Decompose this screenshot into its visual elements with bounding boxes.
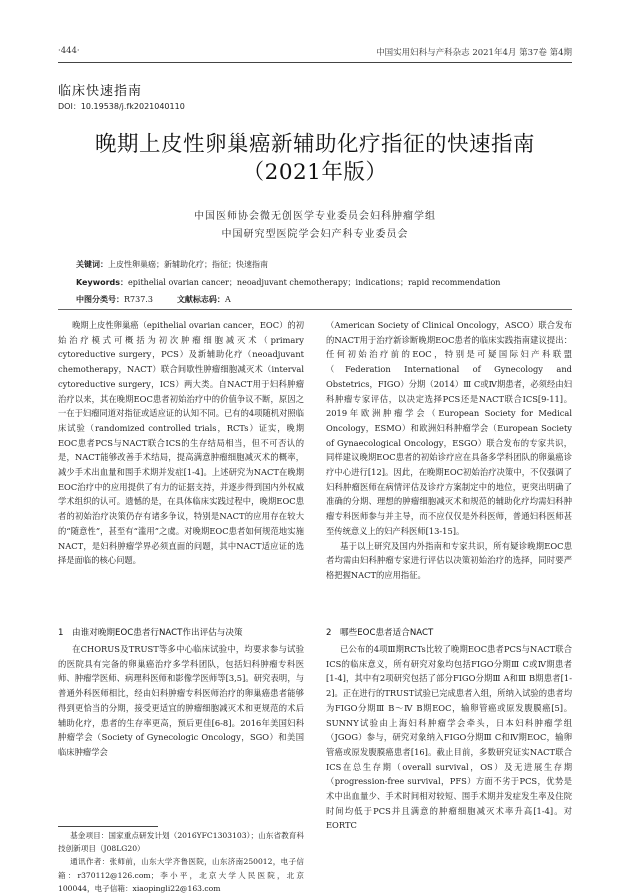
section-1-paragraph: 在CHORUS及TRUST等多中心临床试验中，均要求参与试验的医院具有完备的卵巢癌治疗多学科团队，包括妇科肿瘤专科医师、肿瘤学医师、病理科医师和影像学医师等[3,5]。研究表明，与普通外科医师相比，经由妇科肿瘤专科医师治疗的卵巢癌患者能够得到更恰当的分期，接受更适宜的肿瘤细胞减灭术和更规范的术后辅助化疗，患者的生存率更高，预后更佳[6-8]。2016年美国妇科肿瘤学会（Society of Gynecologic Oncology，SGO）和美国临床肿瘤学会 bbox=[58, 644, 304, 757]
intro-paragraph-2: 基于以上研究及国内外指南和专家共识，所有疑诊晚期EOC患者均需由妇科肿瘤专家进行评估以决策初始治疗的选择，同时要严格把握NACT的应用指征。 bbox=[326, 540, 572, 580]
left-column-intro bbox=[58, 318, 304, 568]
doi: DOI：10.19538/j.fk2021040110 bbox=[58, 102, 185, 111]
article-title-edition: （2021年版） bbox=[242, 160, 388, 185]
corresponding-author-note: 通讯作者：张师前，山东大学齐鲁医院，山东济南250012，电子信箱：r370112@126.com；李小平，北京大学人民医院，北京100044，电子信箱：xiaopingli22@163.com bbox=[58, 857, 304, 893]
journal-header: 中国实用妇科与产科杂志 2021年4月 第37卷 第4期 bbox=[376, 48, 572, 58]
footnote bbox=[58, 829, 304, 895]
author-group-1: 中国医师协会微无创医学专业委员会妇科肿瘤学组 bbox=[194, 211, 436, 222]
abstract-rule bbox=[58, 309, 572, 310]
keywords-cn bbox=[76, 259, 572, 270]
keywords-en bbox=[76, 277, 572, 288]
intro-paragraph-continued: （American Society of Clinical Oncology，ASCO）联合发布的NACT用于治疗新诊断晚期EOC患者的临床实践指南建议提出：任何初始治疗前的EOC，特别是可疑国际妇产科联盟（Federation International of Gynecology and Obstetrics，FIGO）分期（2014）Ⅲ C或Ⅳ期患者，必须经由妇科肿瘤专家评估，以决定选择PCS还是NACT联合ICS[9-11]。2019年欧洲肿瘤学会（European Society for Medical Oncology，ESMO）和欧洲妇科肿瘤学会（European Society of Gynaecological Oncology，ESGO）联合发布的专家共识，同样建议晚期EOC患者的初始诊疗应在具备多学科团队的卵巢癌诊疗中心进行[12]。因此，在晚期EOC初始治疗决策中，不仅强调了妇科肿瘤医师在病情评估及诊疗方案制定中的地位，更突出明确了准确的分期、理想的肿瘤细胞减灭术和规范的辅助化疗均需妇科肿瘤专科医师参与并主导，而不应仅仅是外科医师，普通妇科医师甚至传统意义上的妇产科医师[13-15]。 bbox=[326, 320, 572, 536]
section-2-paragraph: 已公布的4项Ⅲ期RCTs比较了晚期EOC患者PCS与NACT联合ICS的临床意义，所有研究对象均包括FIGO分期Ⅲ C或Ⅳ期患者[1-4]，其中有2项研究包括了部分FIGO分期Ⅲ A和Ⅲ B期患者[1-2]。正在进行的TRUST试验已完成患者入组，所纳入试验的患者均为FIGO分期Ⅲ B～Ⅳ B期EOC，输卵管癌或原发腹膜癌[5]。SUNNY试验由上海妇科肿瘤学会牵头，日本妇科肿瘤学组（JGOG）参与，研究对象纳入FIGO分期Ⅲ C和Ⅳ期EOC，输卵管癌或原发腹膜癌患者[16]。截止目前，多数研究证实NACT联合ICS在总生存期（overall survival，OS）及无进展生存期（progression-free survival，PFS）方面不劣于PCS，优势是术中出血量少、手术时间相对较短、围手术期并发症发生率及住院时间均低于PCS并且满意的肿瘤细胞减灭术率升高[1-4]。对EORTC bbox=[326, 644, 572, 831]
keywords-cn-text: 上皮性卵巢癌；新辅助化疗；指征；快速指南 bbox=[108, 260, 268, 269]
fund-note: 基金项目：国家重点研发计划（2016YFC1303103）；山东省教育科技创新项目（J08LG20） bbox=[58, 831, 304, 854]
keywords-cn-label: 关键词： bbox=[76, 260, 108, 269]
author-group-2: 中国研究型医院学会妇产科专业委员会 bbox=[221, 229, 409, 240]
footnote-rule bbox=[58, 826, 158, 827]
right-column-section-2 bbox=[326, 642, 572, 833]
classification bbox=[76, 294, 572, 305]
clc-value: R737.3 bbox=[124, 295, 153, 304]
article-title: 晚期上皮性卵巢癌新辅助化疗指征的快速指南 bbox=[94, 132, 535, 157]
keywords-en-text: epithelial ovarian cancer；neoadjuvant chemotherapy；indications；rapid recommendation bbox=[128, 278, 501, 287]
doc-code-label: 文献标志码： bbox=[176, 295, 225, 304]
section-1-heading: 1 由谁对晚期EOC患者行NACT作出评估与决策 bbox=[58, 628, 243, 638]
left-column-section-1 bbox=[58, 642, 304, 760]
clc-label: 中图分类号： bbox=[76, 295, 124, 304]
page-number: ·444· bbox=[58, 46, 80, 56]
intro-paragraph: 晚期上皮性卵巢癌（epithelial ovarian cancer，EOC）的初始治疗模式可概括为初次肿瘤细胞减灭术（primary cytoreductive surgery，PCS）及新辅助化疗（neoadjuvant chemotherapy，NACT）联合间歇性肿瘤细胞减灭术（interval cytoreductive surgery，ICS）两大类。自NACT用于妇科肿瘤治疗以来，其在晚期EOC患者初始治疗中的价值争议不断，原因之一在于妇瘤同道对指征或适应证的认知不同。已有的4项随机对照临床试验（randomized controlled trials，RCTs）证实，晚期EOC患者PCS与NACT联合ICS的生存结局相当，但不可否认的是，NACT能够改善手术结局，提高满意肿瘤细胞减灭术的概率，减少手术出血量和围手术期并发症[1-4]。上述研究为NACT在晚期EOC治疗中的应用提供了有力的证据支持，并逐步得到国内外权威学术组织的认可。遗憾的是，在具体临床实践过程中，晚期EOC患者的初始治疗决策仍存有诸多争议，特别是NACT的应用存在较大的“随意性”，甚至有“滥用”之虞。对晚期EOC患者如何规范地实施NACT，是妇科肿瘤学界必须直面的问题，其中NACT适应证的选择是面临的核心问题。 bbox=[58, 320, 304, 566]
section-2-heading: 2 哪些EOC患者适合NACT bbox=[326, 628, 434, 638]
section-label: 临床快速指南 bbox=[58, 84, 143, 99]
right-column-intro bbox=[326, 318, 572, 583]
keywords-en-label: Keywords： bbox=[76, 278, 129, 287]
header-rule bbox=[58, 62, 572, 63]
doc-code-value: A bbox=[224, 295, 231, 304]
